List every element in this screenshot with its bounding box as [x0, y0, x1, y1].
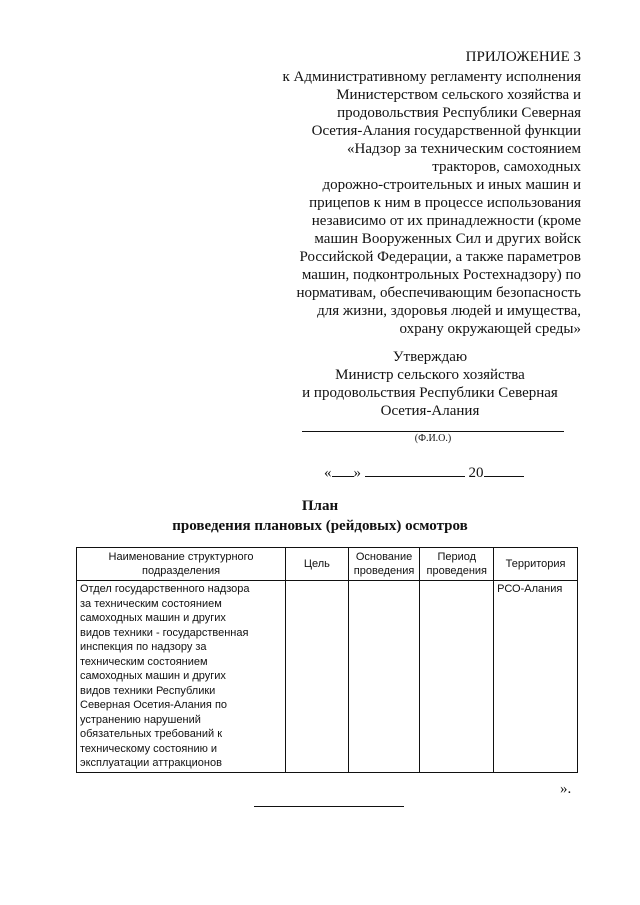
year-blank	[484, 462, 524, 477]
appendix-line: нормативам, обеспечивающим безопасность	[296, 285, 581, 301]
appendix-line: «Надзор за техническим состоянием	[347, 141, 581, 157]
approval-line: Осетия-Алания	[380, 403, 480, 419]
appendix-line: продовольствия Республики Северная	[337, 105, 581, 121]
appendix-heading: ПРИЛОЖЕНИЕ 3	[465, 49, 581, 65]
month-blank	[365, 462, 465, 477]
appendix-line: прицепов к ним в процессе использования	[309, 195, 581, 211]
closing-quote: ».	[560, 781, 572, 797]
plan-title	[0, 496, 640, 536]
appendix-line: к Административному регламенту исполнения	[282, 69, 581, 85]
appendix-line: тракторов, самоходных	[432, 159, 581, 175]
appendix-reference	[241, 68, 581, 338]
fio-caption: (Ф.И.О.)	[414, 433, 452, 444]
appendix-line: для жизни, здоровья людей и имущества,	[317, 303, 581, 319]
appendix-line: машин Вооруженных Сил и других войск	[314, 231, 581, 247]
day-blank	[332, 462, 354, 477]
column-header-period: Период проведения	[420, 548, 494, 581]
bottom-rule	[254, 806, 404, 807]
table-header-row	[77, 548, 578, 581]
appendix-line: машин, подконтрольных Ростехнадзору) по	[301, 267, 581, 283]
unit-name-line: видов техники Республики	[80, 684, 216, 697]
date-open-quote: «	[324, 465, 332, 481]
table-row	[77, 581, 578, 773]
approval-date-line	[324, 462, 524, 482]
column-header-basis: Основание проведения	[348, 548, 420, 581]
unit-name-line: Северная Осетия-Алания по	[80, 699, 228, 711]
column-header-goal: Цель	[286, 548, 349, 581]
unit-name-line: техническому состоянию и	[80, 742, 218, 755]
approval-block	[280, 348, 580, 420]
date-close-quote: »	[353, 465, 361, 481]
appendix-line: дорожно-строительных и иных машин и	[322, 177, 581, 193]
unit-name-line: видов техники - государственная	[80, 626, 249, 639]
unit-name-line: обязательных требований к	[80, 728, 223, 740]
plan-title-line: План	[301, 498, 339, 514]
unit-name-line: за техническим состоянием	[80, 597, 222, 610]
appendix-line: охрану окружающей среды»	[399, 321, 581, 337]
approval-line: и продовольствия Республики Северная	[302, 385, 558, 401]
unit-name-line: устранению нарушений	[80, 713, 201, 726]
unit-name-line: самоходных машин и других	[80, 612, 226, 624]
goal-cell	[286, 581, 349, 773]
period-cell	[420, 581, 494, 773]
column-header-territory: Территория	[494, 548, 578, 581]
unit-name-line: инспекция по надзору за	[80, 641, 207, 653]
appendix-line: Осетия-Алания государственной функции	[311, 123, 581, 139]
approval-line: Утверждаю	[392, 349, 468, 365]
unit-name-line: техническим состоянием	[80, 655, 208, 668]
unit-name-line: Отдел государственного надзора	[80, 583, 250, 595]
approval-line: Министр сельского хозяйства	[335, 367, 525, 383]
unit-name-line: эксплуатации аттракционов	[80, 757, 222, 769]
unit-name-cell	[77, 581, 286, 773]
signature-line	[302, 431, 564, 432]
appendix-line: Министерством сельского хозяйства и	[336, 87, 581, 103]
unit-name-line: самоходных машин и других	[80, 670, 226, 682]
year-prefix: 20	[468, 465, 484, 481]
territory-cell: РСО-Алания	[494, 581, 578, 773]
basis-cell	[348, 581, 420, 773]
appendix-line: Российской Федерации, а также параметров	[299, 249, 581, 265]
inspection-plan-table	[76, 547, 578, 773]
appendix-line: независимо от их принадлежности (кроме	[311, 213, 581, 229]
column-header-unit-name: Наименование структурного подразделения	[77, 548, 286, 581]
plan-title-line: проведения плановых (рейдовых) осмотров	[172, 518, 468, 534]
